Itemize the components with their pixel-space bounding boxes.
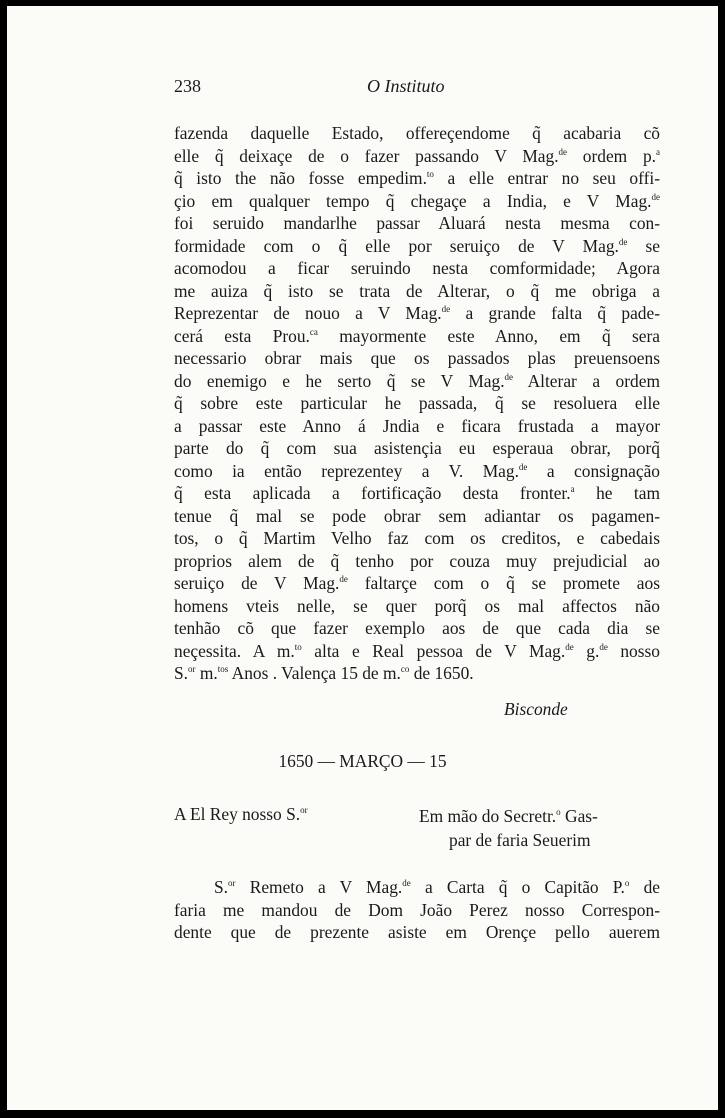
text-line: acomodou a ficar seruindo nesta comformidade; Agora <box>174 258 660 278</box>
letter-body-2 <box>174 876 660 944</box>
text-line: elle q̃ deixaçe de o fazer passando V Mag.$^{de}$ ordem p.$^a$ <box>174 145 660 166</box>
text-line: homens vteis nelle, se quer porq̃ os mal affectos não <box>174 595 660 616</box>
text-line: seruiço de V Mag.$^{de}$ faltarçe com o q̃ se promete aos <box>174 573 660 593</box>
text-line: dente que de prezente asiste em Orençe pello auerem <box>174 922 660 942</box>
text-line: S.$^{or}$ Remeto a V Mag.$^{de}$ a Carta q̃ o Capitão P.$^o$ de <box>214 877 660 897</box>
letter-body <box>174 122 660 685</box>
delivery-note: Em mão do Secretr.$^o$ Gas- par de faria Seuerim <box>419 806 598 850</box>
text-line: parte do q̃ com sua asistençia eu esperaua obrar, porq̃ <box>174 438 660 458</box>
text-line: neçessita. A m.$^{to}$ alta e Real pessoa de V Mag.$^{de}$ g.$^{de}$ nosso <box>174 640 660 661</box>
text-line: a passar este Anno á Jndia e ficara frustada a mayor <box>174 415 660 436</box>
text-line: q̃ esta aplicada a fortificação desta fronter.$^a$ he tam <box>174 483 660 503</box>
page-header <box>174 76 564 106</box>
text-line: tos, o q̃ Martim Velho faz com os creditos, e cabedais <box>174 528 660 548</box>
text-line: faria me mandou de Dom João Perez nosso Correspon- <box>174 899 660 920</box>
book-page <box>7 6 718 1110</box>
text-line: como ia então reprezentey a V. Mag.$^{de}$ a consignação <box>174 460 660 481</box>
text-line: do enemigo e he serto q̃ se V Mag.$^{de}$ Alterar a ordem <box>174 370 660 391</box>
text-line: proprios alem de q̃ tenho por couza muy prejudicial ao <box>174 550 660 571</box>
date-heading: 1650 — MARÇO — 15 <box>278 751 447 771</box>
text-line: çio em qualquer tempo q̃ chegaçe a India, e V Mag.$^{de}$ <box>174 190 660 211</box>
signature: Bisconde <box>504 699 568 719</box>
text-line: q̃ isto the não fosse empedim.$^{to}$ a elle entrar no seu offi- <box>174 168 660 188</box>
page-number: 238 <box>174 76 201 96</box>
text-line: fazenda daquelle Estado, offereçendome q̃ acabaria cõ <box>174 123 660 143</box>
text-line: tenhão cõ que fazer exemplo aos de que cada dia se <box>174 618 660 638</box>
addressee: A El Rey nosso S.$^{or}$ <box>174 804 308 824</box>
text-line: q̃ sobre este particular he passada, q̃ se resoluera elle <box>174 393 660 413</box>
text-line: me auiza q̃ isto se trata de Alterar, o q̃ me obriga a <box>174 280 660 301</box>
text-line: foi seruido mandarlhe passar Aluará nesta mesma con- <box>174 213 660 233</box>
text-line: Reprezentar de nouo a V Mag.$^{de}$ a grande falta q̃ pade- <box>174 303 660 323</box>
text-line: S.$^{or}$ m.$^{tos}$ Anos . Valença 15 de m.$^{co}$ de 1650. <box>174 663 474 683</box>
text-line: necessario obrar mais que os passados plas preuensoens <box>174 348 660 368</box>
text-line: tenue q̃ mal se pode obrar sem adiantar os pagamen- <box>174 505 660 526</box>
text-line: cerá esta Prou.$^{ca}$ mayormente este Anno, em q̃ sera <box>174 325 660 346</box>
text-line: formidade com o q̃ elle por seruiço de V Mag.$^{de}$ se <box>174 235 660 256</box>
running-title: O Instituto <box>367 76 445 96</box>
